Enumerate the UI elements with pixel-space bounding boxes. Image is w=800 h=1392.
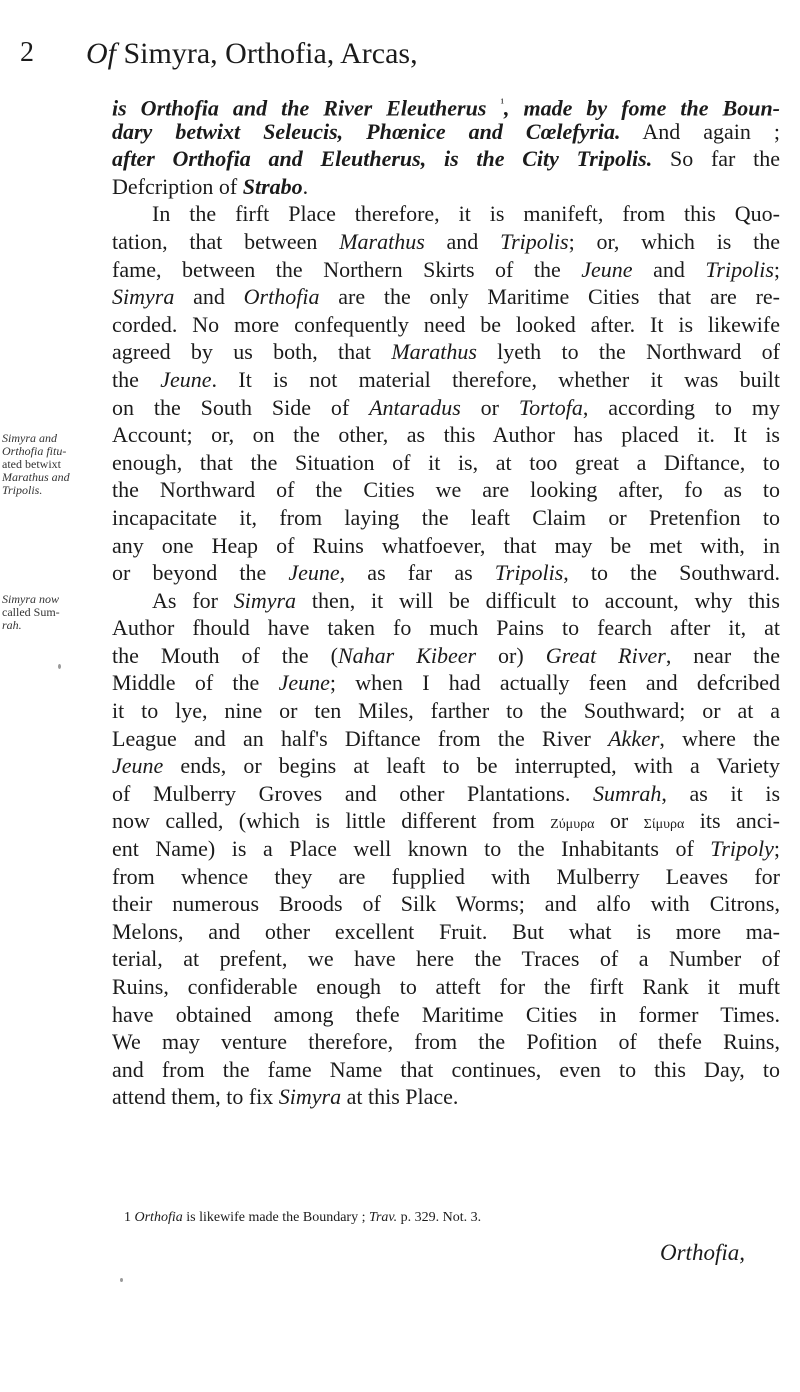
page-number: 2	[20, 37, 34, 68]
running-head	[86, 38, 418, 70]
text-line: after Orthofia and Eleutherus, is the City Tripolis. So far the	[112, 146, 780, 172]
text-line: of Mulberry Groves and other Plantations. Sumrah, as it is	[112, 780, 781, 806]
text-line: agreed by us both, that Marathus lyeth to the Northward of	[112, 339, 781, 365]
text-line: the Mouth of the (Nahar Kibeer or) Great River, near the	[112, 642, 780, 668]
text-line: on the South Side of Antaradus or Tortofa, according to my	[112, 394, 780, 420]
text-line: Account; or, on the other, as this Author has placed it. It is	[112, 422, 780, 448]
text-line: As for Simyra then, it will be difficult to account, why this	[152, 587, 780, 613]
catchword: Orthofia,	[660, 1240, 745, 1265]
text-line: or beyond the Jeune, as far as Tripolis, to the Southward.	[112, 560, 780, 586]
text-line: Defcription of Strabo.	[112, 173, 309, 199]
text-line: League and an half's Diftance from the River Akker, where the	[112, 725, 780, 751]
text-line: now called, (which is little different from Ζύμυρα or Σίμυρα its anci-	[112, 808, 780, 834]
text-line: ent Name) is a Place well known to the Inhabitants of Tripoly;	[112, 836, 780, 862]
paper-speck	[58, 664, 61, 669]
text-line: and from the fame Name that continues, even to this Day, to	[112, 1056, 780, 1082]
paper-speck	[120, 1278, 123, 1282]
text-line: is Orthofia and the River Eleutherus $^{^1}$, made by fome the Boun-	[112, 95, 781, 121]
text-line: Jeune ends, or begins at leaft to be interrupted, with a Variety	[112, 753, 780, 779]
text-line: In the firft Place therefore, it is manifeft, from this Quo-	[152, 201, 780, 227]
text-line: Ruins, confiderable enough to atteft for the firft Rank it muft	[112, 974, 780, 999]
text-line: fame, between the Northern Skirts of the Jeune and Tripolis;	[112, 256, 781, 282]
text-line: it to lye, nine or ten Miles, farther to the Southward; or at a	[112, 698, 780, 724]
text-line: any one Heap of Ruins whatfoever, that may be met with, in	[112, 532, 780, 558]
running-head-of: Of	[86, 37, 116, 70]
text-line: incapacitate it, from laying the leaft Claim or Pretenfion to	[112, 504, 780, 530]
text-line: attend them, to fix Simyra at this Place.	[112, 1084, 459, 1110]
text-line: have obtained among thefe Maritime Cities in former Times.	[112, 1001, 780, 1027]
footnote: 1 Orthofia is likewife made the Boundary ; Trav. p. 329. Not. 3.	[124, 1210, 482, 1225]
text-line: Melons, and other excellent Fruit. But what is more ma-	[112, 918, 780, 944]
running-head-title: Simyra, Orthofia, Arcas,	[123, 37, 418, 70]
text-line: enough, that the Situation of it is, at too great a Diftance, to	[112, 449, 780, 475]
text-line: Author fhould have taken fo much Pains to fearch after it, at	[112, 615, 780, 641]
text-line: the Jeune. It is not material therefore, whether it was built	[112, 366, 780, 392]
text-line: dary betwixt Seleucis, Phœnice and Cœlefyria. And again ;	[112, 118, 781, 144]
body-text	[112, 90, 780, 1111]
text-line: terial, at prefent, we have here the Traces of a Number of	[112, 946, 780, 972]
margin-note-sumrah: Simyra now called Sum- rah.	[2, 592, 60, 632]
text-line: their numerous Broods of Silk Worms; and alfo with Citrons,	[112, 891, 780, 917]
text-line: Middle of the Jeune; when I had actually feen and defcribed	[112, 670, 780, 696]
text-line: the Northward of the Cities we are looking after, fo as to	[112, 477, 780, 503]
text-line: from whence they are fupplied with Mulberry Leaves for	[112, 863, 780, 889]
text-line: We may venture therefore, from the Pofition of thefe Ruins,	[112, 1029, 780, 1055]
text-line: Simyra and Orthofia are the only Maritime Cities that are re-	[112, 284, 781, 310]
text-line: corded. No more confequently need be looked after. It is likewife	[112, 311, 780, 337]
text-line: tation, that between Marathus and Tripolis; or, which is the	[112, 228, 781, 254]
margin-note-simyra-orthofia: Simyra and Orthofia fitu- ated betwixt Marathus and Tripolis.	[2, 431, 70, 497]
